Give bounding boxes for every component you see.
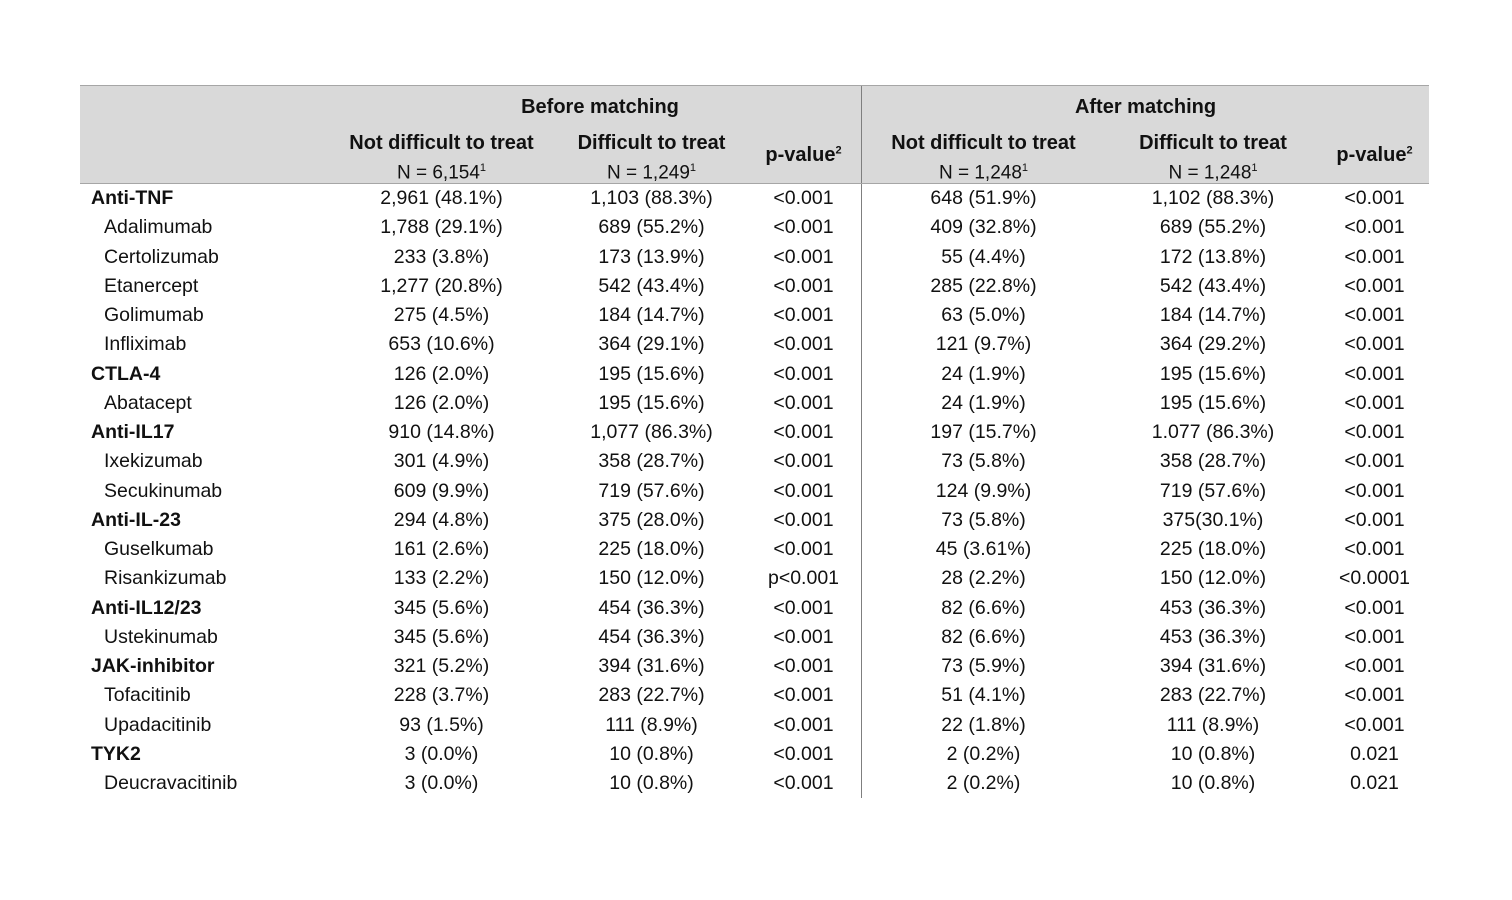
table-cell: 195 (15.6%) (1159, 362, 1267, 385)
pvalue-cell: <0.001 (1344, 216, 1405, 239)
table-cell: 689 (55.2%) (1159, 216, 1267, 239)
table-row (80, 330, 1429, 359)
pvalue-cell: <0.001 (773, 742, 834, 765)
table-body (80, 184, 1429, 798)
table-row (80, 447, 1429, 476)
table-cell: 364 (29.2%) (1159, 333, 1267, 356)
drug-name-label: Ustekinumab (104, 625, 218, 648)
table-cell: 1.077 (86.3%) (1151, 421, 1275, 443)
column-title: p-value (1336, 144, 1407, 166)
table-cell: 10 (0.8%) (1170, 772, 1256, 794)
pvalue-cell: <0.001 (1344, 538, 1405, 560)
footnote-marker: 2 (1406, 144, 1413, 157)
pvalue-cell: <0.001 (1344, 274, 1405, 297)
column-header (340, 130, 543, 185)
table-cell: 22 (1.8%) (941, 713, 1026, 736)
table-row (80, 243, 1429, 272)
table-row (80, 389, 1429, 418)
column-title: Not difficult to treat (349, 132, 534, 154)
table-row (80, 535, 1429, 564)
table-cell: 301 (4.9%) (393, 450, 490, 473)
drug-name-label: Tofacitinib (104, 684, 191, 707)
pvalue-cell: <0.001 (773, 625, 834, 648)
pvalue-cell: <0.001 (1344, 655, 1405, 677)
pvalue-cell: <0.001 (773, 684, 834, 707)
pvalue-cell: <0.001 (1344, 625, 1405, 648)
table-cell: 228 (3.7%) (393, 684, 490, 707)
table-cell: 10 (0.8%) (1170, 742, 1256, 765)
table-cell: 409 (32.8%) (930, 216, 1037, 239)
footnote-marker: 1 (1021, 162, 1029, 174)
table-row (80, 272, 1429, 301)
table-row-group (80, 740, 1429, 769)
drug-name-label: Deucravacitinib (104, 772, 238, 794)
pvalue-cell: <0.001 (773, 362, 834, 385)
table-cell: 173 (13.9%) (598, 245, 705, 268)
drug-name-label: Certolizumab (104, 245, 219, 268)
table-cell: 1,788 (29.1%) (380, 216, 503, 239)
table-cell: 195 (15.6%) (1159, 391, 1267, 414)
pvalue-cell: <0.001 (773, 421, 834, 443)
pvalue-cell: <0.001 (773, 596, 834, 619)
table-header (80, 85, 1429, 184)
table-cell: 197 (15.7%) (930, 421, 1037, 443)
table-cell: 111 (8.9%) (1166, 713, 1260, 736)
table-cell: 82 (6.6%) (941, 596, 1026, 619)
table-cell: 2,961 (48.1%) (380, 187, 503, 209)
column-header (880, 130, 1087, 185)
table-cell: 345 (5.6%) (393, 596, 490, 619)
pvalue-cell: p<0.001 (767, 567, 840, 590)
pvalue-cell: <0.001 (773, 655, 834, 677)
table-cell: 275 (4.5%) (393, 304, 490, 326)
pvalue-cell: <0.001 (773, 245, 834, 268)
table-cell: 225 (18.0%) (1159, 538, 1267, 560)
pvalue-cell: <0.001 (773, 304, 834, 326)
column-header (1108, 130, 1318, 185)
footnote-marker: 1 (1251, 162, 1258, 174)
pvalue-cell: <0.001 (1344, 304, 1405, 326)
table-cell: 28 (2.2%) (941, 567, 1026, 590)
table-cell: 1,103 (88.3%) (590, 187, 713, 209)
table-row-group (80, 594, 1429, 623)
table-cell: 375 (28.0%) (598, 508, 705, 531)
table-cell: 910 (14.8%) (388, 421, 495, 443)
pvalue-cell: <0.001 (1344, 333, 1405, 356)
pvalue-cell: <0.001 (1344, 508, 1405, 531)
pvalue-cell: <0.001 (1344, 713, 1405, 736)
table-cell: 150 (12.0%) (1159, 567, 1267, 590)
table-row-group (80, 506, 1429, 535)
drug-class-label: Anti-IL17 (91, 421, 175, 443)
drug-name-label: Infliximab (104, 333, 187, 356)
table-cell: 126 (2.0%) (393, 391, 490, 414)
pvalue-cell: <0.001 (1344, 187, 1405, 209)
table-cell: 195 (15.6%) (598, 391, 705, 414)
drug-name-label: Guselkumab (104, 538, 214, 560)
pvalue-cell: <0.001 (1344, 391, 1405, 414)
table-cell: 111 (8.9%) (605, 713, 698, 736)
table-cell: 73 (5.8%) (941, 508, 1026, 531)
pvalue-cell: <0.001 (1344, 684, 1405, 707)
drug-name-label: Adalimumab (104, 216, 213, 239)
drug-name-label: Risankizumab (104, 567, 227, 590)
pvalue-cell: <0.001 (1344, 450, 1405, 473)
column-title: p-value (765, 144, 836, 166)
table-cell: 375(30.1%) (1162, 508, 1264, 531)
table-cell: 10 (0.8%) (609, 742, 694, 765)
drug-class-label: Anti-TNF (91, 187, 174, 209)
pvalue-cell: <0.001 (773, 391, 834, 414)
drug-class-label: JAK-inhibitor (91, 655, 215, 677)
pvalue-cell: <0.001 (773, 538, 834, 560)
table-cell: 653 (10.6%) (388, 333, 495, 356)
pvalue-cell: <0.001 (1344, 362, 1405, 385)
table-cell: 542 (43.4%) (598, 274, 705, 297)
drug-name-label: Etanercept (104, 274, 199, 297)
pvalue-cell: <0.001 (773, 274, 834, 297)
pvalue-cell: <0.001 (773, 216, 834, 239)
table-cell: 453 (36.3%) (1159, 596, 1267, 619)
table-cell: 225 (18.0%) (598, 538, 705, 560)
table-cell: 453 (36.3%) (1159, 625, 1267, 648)
drug-class-label: TYK2 (91, 742, 141, 765)
table-cell: 93 (1.5%) (399, 713, 484, 736)
table-cell: 1,077 (86.3%) (590, 421, 713, 443)
table-cell: 294 (4.8%) (393, 508, 490, 531)
table-cell: 345 (5.6%) (393, 625, 490, 648)
table-cell: 24 (1.9%) (941, 391, 1026, 414)
table-cell: 1,102 (88.3%) (1151, 187, 1275, 209)
table-cell: 184 (14.7%) (1159, 304, 1267, 326)
column-title: Not difficult to treat (891, 132, 1076, 154)
table-cell: 719 (57.6%) (598, 479, 705, 502)
table-cell: 172 (13.8%) (1159, 245, 1267, 268)
table-cell: 283 (22.7%) (598, 684, 705, 707)
drug-name-label: Secukinumab (104, 479, 223, 502)
footnote-marker: 1 (479, 162, 487, 174)
table-cell: 133 (2.2%) (393, 567, 490, 590)
table-cell: 63 (5.0%) (941, 304, 1026, 326)
pvalue-header (753, 144, 854, 167)
footnote-marker: 2 (835, 144, 842, 157)
table-cell: 3 (0.0%) (404, 772, 479, 794)
column-header (550, 130, 753, 185)
pvalue-cell: <0.001 (773, 333, 834, 356)
pvalue-cell: <0.001 (1344, 421, 1405, 443)
table-cell: 283 (22.7%) (1159, 684, 1267, 707)
table-cell: 184 (14.7%) (598, 304, 705, 326)
table-cell: 161 (2.6%) (393, 538, 490, 560)
table-cell: 285 (22.8%) (930, 274, 1037, 297)
pvalue-cell: <0.001 (773, 508, 834, 531)
table-cell: 73 (5.9%) (941, 655, 1026, 677)
table-cell: 45 (3.61%) (935, 538, 1032, 560)
table-cell: 609 (9.9%) (393, 479, 490, 502)
drug-name-label: Golimumab (104, 304, 204, 326)
table-cell: 10 (0.8%) (609, 772, 694, 794)
table-row-group (80, 418, 1429, 447)
table-cell: 82 (6.6%) (941, 625, 1026, 648)
table-cell: 454 (36.3%) (598, 596, 705, 619)
pvalue-cell: <0.001 (773, 187, 834, 209)
drug-name-label: Upadacitinib (104, 713, 212, 736)
table-row-group (80, 360, 1429, 389)
table-cell: 2 (0.2%) (946, 742, 1021, 765)
table-cell: 648 (51.9%) (930, 187, 1037, 209)
pvalue-cell: <0.001 (1344, 479, 1405, 502)
column-n: N = 1,248 (938, 162, 1022, 184)
column-n: N = 6,154 (396, 162, 480, 184)
table-cell: 454 (36.3%) (598, 625, 705, 648)
table-cell: 689 (55.2%) (598, 216, 705, 239)
pvalue-cell: 0.021 (1350, 742, 1399, 765)
table-cell: 321 (5.2%) (393, 655, 490, 677)
table-cell: 364 (29.1%) (598, 333, 705, 356)
table-cell: 55 (4.4%) (941, 245, 1026, 268)
column-title: Difficult to treat (577, 132, 726, 154)
table-cell: 719 (57.6%) (1159, 479, 1267, 502)
pvalue-cell: <0.001 (773, 479, 834, 502)
table-row-group (80, 652, 1429, 681)
before-matching-heading: Before matching (521, 96, 679, 118)
footnote-marker: 1 (689, 162, 697, 174)
table-cell: 2 (0.2%) (946, 772, 1021, 794)
drug-name-label: Abatacept (104, 391, 192, 414)
table-row (80, 769, 1429, 798)
table-cell: 124 (9.9%) (935, 479, 1032, 502)
table-cell: 150 (12.0%) (598, 567, 705, 590)
table-row (80, 681, 1429, 710)
table-cell: 394 (31.6%) (1159, 655, 1267, 677)
table-cell: 195 (15.6%) (598, 362, 705, 385)
table-row (80, 477, 1429, 506)
drug-class-label: Anti-IL-23 (91, 508, 181, 531)
column-n: N = 1,248 (1168, 162, 1252, 184)
after-matching-heading: After matching (1074, 96, 1217, 118)
pvalue-cell: <0.0001 (1338, 567, 1411, 590)
pvalue-cell: 0.021 (1350, 772, 1399, 794)
table-cell: 358 (28.7%) (598, 450, 705, 473)
table-cell: 51 (4.1%) (941, 684, 1026, 707)
pvalue-header (1320, 144, 1429, 167)
table-cell: 233 (3.8%) (393, 245, 490, 268)
medication-table (80, 85, 1429, 798)
pvalue-cell: <0.001 (1344, 245, 1405, 268)
table-row (80, 564, 1429, 593)
drug-name-label: Ixekizumab (104, 450, 203, 473)
table-cell: 358 (28.7%) (1159, 450, 1267, 473)
table-row (80, 301, 1429, 330)
table-cell: 24 (1.9%) (941, 362, 1026, 385)
table-row (80, 213, 1429, 242)
table-cell: 542 (43.4%) (1159, 274, 1267, 297)
table-cell: 394 (31.6%) (598, 655, 705, 677)
table-cell: 3 (0.0%) (404, 742, 479, 765)
pvalue-cell: <0.001 (773, 713, 834, 736)
table-cell: 73 (5.8%) (941, 450, 1026, 473)
table-cell: 1,277 (20.8%) (380, 274, 503, 297)
pvalue-cell: <0.001 (773, 450, 834, 473)
drug-class-label: Anti-IL12/23 (91, 596, 202, 619)
column-title: Difficult to treat (1139, 132, 1287, 154)
pvalue-cell: <0.001 (1344, 596, 1405, 619)
table-cell: 121 (9.7%) (935, 333, 1032, 356)
pvalue-cell: <0.001 (773, 772, 834, 794)
table-cell: 126 (2.0%) (393, 362, 490, 385)
table-row (80, 711, 1429, 740)
table-row-group (80, 184, 1429, 213)
column-n: N = 1,249 (606, 162, 690, 184)
table-row (80, 623, 1429, 652)
drug-class-label: CTLA-4 (91, 362, 161, 385)
